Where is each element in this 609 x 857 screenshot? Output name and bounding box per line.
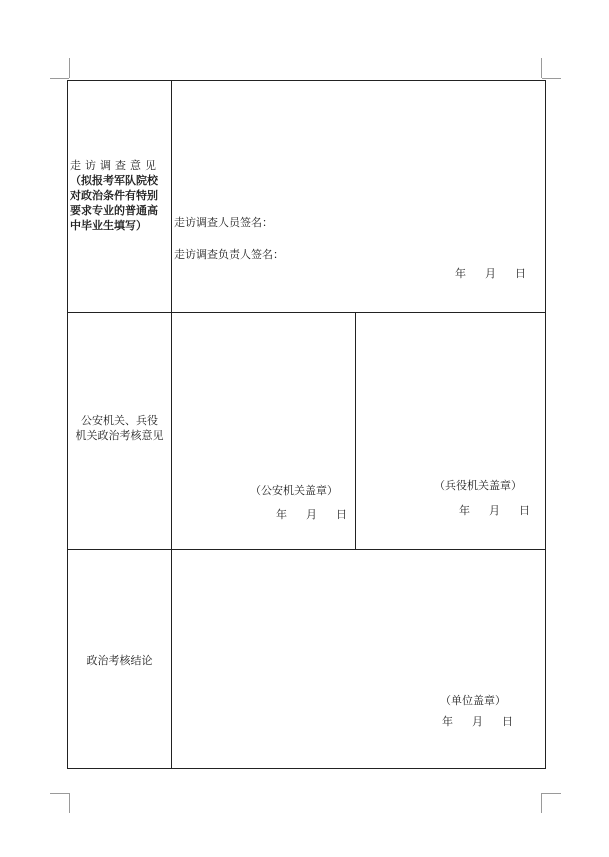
military-date: 年 月 日	[459, 504, 530, 517]
crop-mark-top-right-h	[542, 78, 561, 79]
review-heading-line: 机关政治考核意见	[75, 429, 164, 442]
investigation-note-line: （拟报考军队院校	[70, 174, 158, 187]
police-stamp-label: （公安机关盖章）	[250, 484, 338, 497]
crop-mark-top-left-h	[50, 78, 69, 79]
crop-mark-bottom-left-h	[50, 793, 69, 794]
crop-mark-bottom-right-v	[541, 793, 542, 813]
investigation-heading	[70, 158, 160, 233]
police-date: 年 月 日	[276, 508, 347, 521]
investigation-note-line: 要求专业的普通高	[70, 204, 158, 217]
police-opinion-cell[interactable]	[171, 312, 356, 550]
review-heading	[68, 413, 171, 443]
conclusion-content-cell[interactable]	[171, 549, 546, 769]
review-label-cell	[67, 312, 172, 550]
crop-mark-top-left-v	[69, 58, 70, 78]
investigation-title: 走访调查意见	[70, 159, 160, 172]
investigation-date: 年 月 日	[455, 267, 526, 280]
supervisor-signature-label: 走访调查负责人签名：	[174, 248, 284, 261]
investigation-note-line: 中毕业生填写）	[70, 219, 147, 232]
crop-mark-bottom-left-v	[69, 793, 70, 813]
crop-mark-bottom-right-h	[542, 793, 561, 794]
conclusion-heading: 政治考核结论	[86, 654, 153, 667]
review-heading-line: 公安机关、兵役	[81, 414, 158, 427]
investigator-signature-label: 走访调查人员签名：	[174, 216, 273, 229]
conclusion-date: 年 月 日	[442, 715, 513, 728]
conclusion-label-cell	[67, 549, 172, 769]
investigation-note-line: 对政治条件有特别	[70, 189, 158, 202]
crop-mark-top-right-v	[541, 58, 542, 78]
military-stamp-label: （兵役机关盖章）	[434, 479, 522, 492]
investigation-content-cell[interactable]	[171, 80, 546, 313]
investigation-label-cell	[67, 80, 172, 313]
unit-stamp-label: （单位盖章）	[440, 694, 506, 707]
military-opinion-cell[interactable]	[355, 312, 546, 550]
